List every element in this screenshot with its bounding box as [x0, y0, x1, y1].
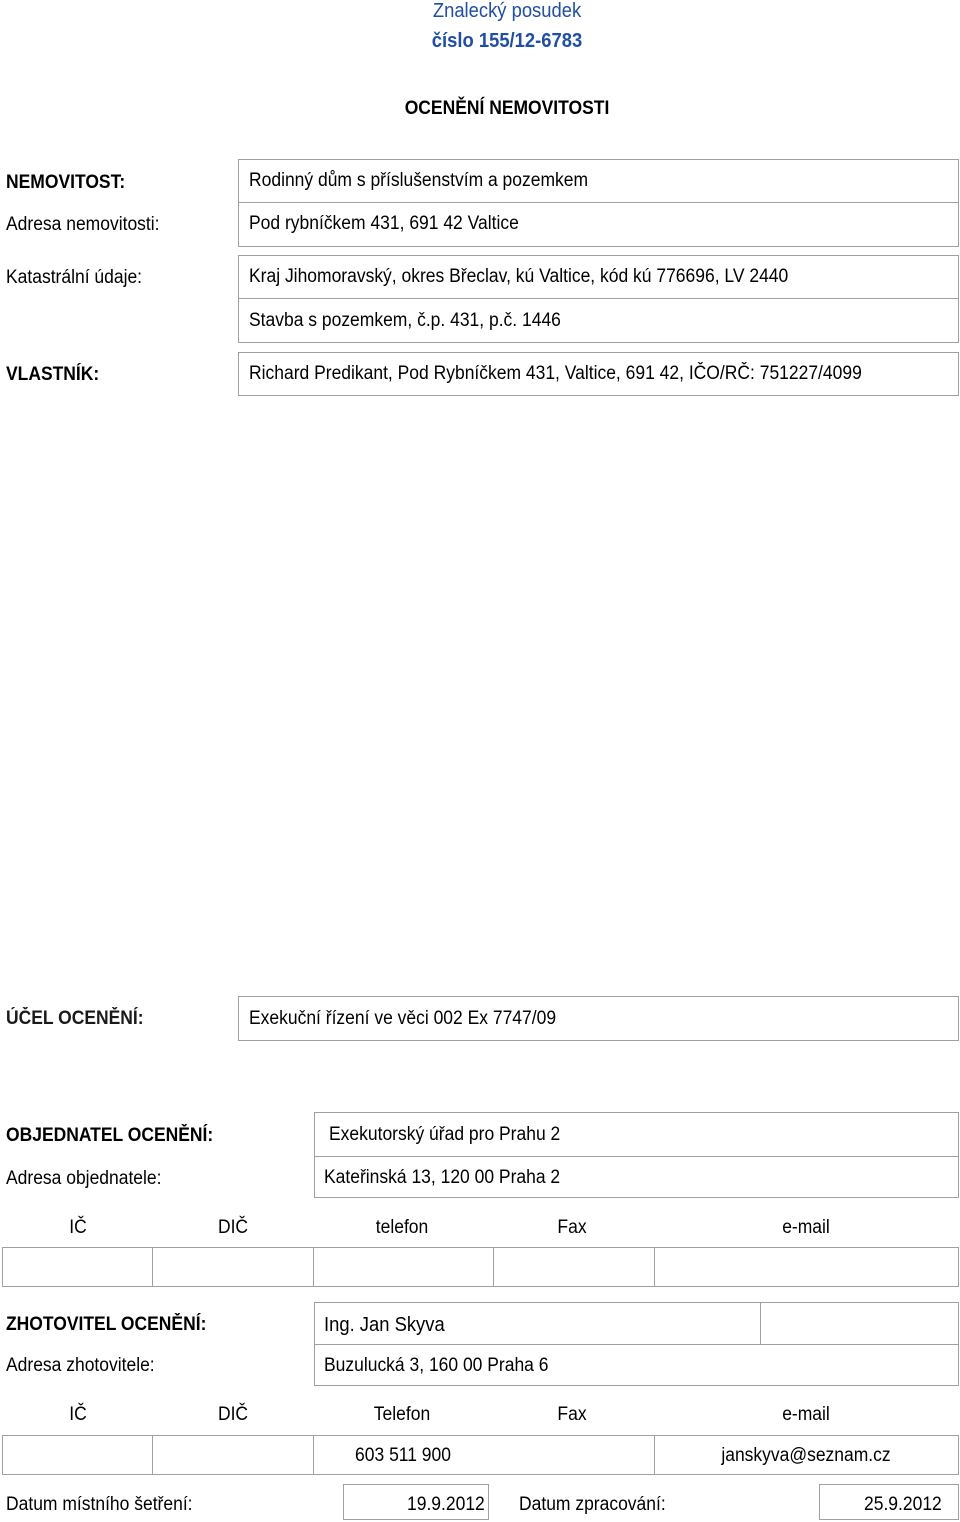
- owner-label: VLASTNÍK:: [6, 364, 100, 385]
- divider: [314, 1156, 959, 1157]
- purpose-label: ÚČEL OCENĚNÍ:: [6, 1008, 144, 1029]
- document-title: Znalecký posudek: [432, 0, 582, 22]
- divider: [313, 1247, 314, 1287]
- divider: [654, 1435, 655, 1475]
- client-value: Exekutorský úřad pro Prahu 2: [329, 1124, 561, 1145]
- client-header-dic: DIČ: [217, 1217, 249, 1238]
- contractor-header-ic: IČ: [69, 1404, 87, 1425]
- divider: [314, 1344, 959, 1345]
- owner-value: Richard Predikant, Pod Rybníčkem 431, Valtice, 691 42, IČO/RČ: 751227/4099: [249, 363, 862, 384]
- contractor-value: Ing. Jan Skyva: [324, 1314, 445, 1336]
- property-address-label: Adresa nemovitosti:: [6, 214, 160, 235]
- divider: [493, 1247, 494, 1287]
- contractor-header-dic: DIČ: [217, 1404, 249, 1425]
- cadastral-value-2: Stavba s pozemkem, č.p. 431, p.č. 1446: [249, 310, 561, 331]
- divider: [238, 298, 959, 299]
- contractor-phone-value: 603 511 900: [355, 1445, 451, 1466]
- inspection-date-value: 19.9.2012: [407, 1494, 485, 1515]
- contractor-address-value: Buzulucká 3, 160 00 Praha 6: [324, 1355, 549, 1376]
- divider: [760, 1302, 761, 1344]
- divider: [654, 1247, 655, 1287]
- document-number: číslo 155/12-6783: [431, 30, 583, 52]
- client-header-ic: IČ: [69, 1217, 87, 1238]
- property-value: Rodinný dům s příslušenstvím a pozemkem: [249, 170, 589, 191]
- contractor-address-label: Adresa zhotovitele:: [6, 1355, 155, 1376]
- cadastral-label: Katastrální údaje:: [6, 267, 143, 288]
- divider: [152, 1247, 153, 1287]
- divider: [313, 1435, 314, 1475]
- client-header-fax: Fax: [557, 1217, 587, 1238]
- divider: [238, 202, 959, 203]
- cadastral-value-1: Kraj Jihomoravský, okres Břeclav, kú Valtice, kód kú 776696, LV 2440: [249, 266, 789, 287]
- client-header-phone: telefon: [375, 1217, 429, 1238]
- contractor-header-phone: Telefon: [373, 1404, 431, 1425]
- document-subtitle: OCENĚNÍ NEMOVITOSTI: [404, 98, 610, 119]
- client-header-email: e-mail: [782, 1217, 830, 1238]
- processing-date-value: 25.9.2012: [864, 1494, 942, 1515]
- client-contact-row: [2, 1247, 959, 1287]
- property-label: NEMOVITOST:: [6, 172, 126, 193]
- contractor-email-value: janskyva@seznam.cz: [721, 1445, 891, 1466]
- property-address-value: Pod rybníčkem 431, 691 42 Valtice: [249, 213, 519, 234]
- purpose-value: Exekuční řízení ve věci 002 Ex 7747/09: [249, 1008, 557, 1029]
- inspection-date-label: Datum místního šetření:: [6, 1494, 193, 1515]
- processing-date-label: Datum zpracování:: [519, 1494, 666, 1515]
- divider: [152, 1435, 153, 1475]
- contractor-header-email: e-mail: [782, 1404, 830, 1425]
- contractor-header-fax: Fax: [557, 1404, 587, 1425]
- contractor-label: ZHOTOVITEL OCENĚNÍ:: [6, 1314, 207, 1335]
- client-address-value: Kateřinská 13, 120 00 Praha 2: [324, 1167, 561, 1188]
- client-address-label: Adresa objednatele:: [6, 1168, 162, 1189]
- client-label: OBJEDNATEL OCENĚNÍ:: [6, 1125, 214, 1146]
